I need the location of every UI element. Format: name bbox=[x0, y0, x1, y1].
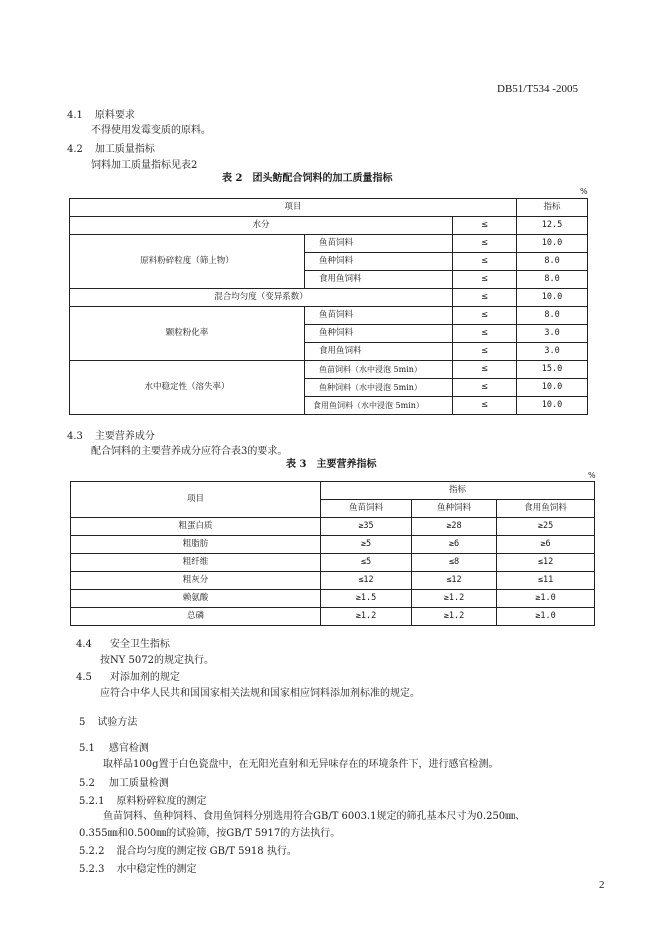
section-5-2-3-heading bbox=[79, 865, 196, 875]
table-row bbox=[71, 482, 595, 500]
table-row bbox=[71, 554, 595, 572]
row-label: 原料粉碎粒度（筛上物） bbox=[70, 235, 305, 289]
le-sign: ≤ bbox=[453, 343, 517, 361]
section-4-5-body: 应符合中华人民共和国国家相关法规和国家相应饲料添加剂标准的规定。 bbox=[100, 688, 420, 699]
cell-value: ≥1.0 bbox=[497, 590, 595, 608]
cell-value: ≤12 bbox=[497, 554, 595, 572]
section-5-2-1-heading bbox=[79, 797, 206, 807]
section-5-heading bbox=[79, 718, 137, 728]
le-sign: ≤ bbox=[453, 271, 517, 289]
le-sign: ≤ bbox=[453, 397, 517, 415]
cell-value: ≥5 bbox=[321, 536, 412, 554]
row-label: 水中稳定性（溶失率） bbox=[70, 361, 305, 415]
section-title: 感官检测 bbox=[108, 743, 149, 754]
cell-value: ≥6 bbox=[497, 536, 595, 554]
le-sign: ≤ bbox=[453, 289, 517, 307]
column-header: 食用鱼饲料 bbox=[497, 500, 595, 518]
section-title: 试验方法 bbox=[97, 717, 138, 728]
section-4-4-heading bbox=[76, 640, 170, 650]
row-value: 3.0 bbox=[517, 343, 588, 361]
column-header: 鱼苗饲料 bbox=[321, 500, 412, 518]
cell-value: ≥1.0 bbox=[497, 608, 595, 626]
section-5-1-heading bbox=[79, 744, 149, 754]
table-3-caption: 表 3 主要营养指标 bbox=[286, 459, 377, 470]
row-label: 粗纤维 bbox=[71, 554, 321, 572]
row-label: 粗蛋白质 bbox=[71, 518, 321, 536]
le-sign: ≤ bbox=[453, 253, 517, 271]
le-sign: ≤ bbox=[453, 361, 517, 379]
table-row bbox=[70, 289, 588, 307]
section-number: 5 bbox=[79, 717, 86, 728]
cell-value: ≤11 bbox=[497, 572, 595, 590]
table-3 bbox=[70, 481, 595, 626]
cell-value: ≥6 bbox=[412, 536, 497, 554]
section-5-2-1-body-line-1: 鱼苗饲料、鱼种饲料、食用鱼饲料分别选用符合GB/T 6003.1规定的筛孔基本尺寸为0.250㎜、 bbox=[103, 811, 526, 822]
table-2 bbox=[69, 198, 588, 415]
row-label: 混合均匀度（变异系数） bbox=[70, 289, 453, 307]
row-label: 粗脂肪 bbox=[71, 536, 321, 554]
section-5-2-heading bbox=[79, 779, 169, 789]
section-4-1-heading bbox=[67, 111, 135, 121]
section-number: 5.2.2 bbox=[79, 846, 105, 857]
page-number: 2 bbox=[599, 879, 605, 891]
cell-value: ≥1.2 bbox=[412, 608, 497, 626]
section-number: 5.2 bbox=[79, 778, 95, 789]
section-4-3-heading bbox=[67, 432, 155, 442]
le-sign: ≤ bbox=[453, 235, 517, 253]
section-title: 对添加剂的规定 bbox=[109, 672, 180, 683]
section-4-4-body: 按NY 5072的规定执行。 bbox=[100, 655, 214, 666]
table-row bbox=[71, 590, 595, 608]
section-title: 水中稳定性的测定 bbox=[116, 864, 197, 875]
table-2-caption: 表 2 团头鲂配合饲料的加工质量指标 bbox=[222, 173, 393, 184]
table-row bbox=[70, 199, 588, 217]
cell-value: ≥1.5 bbox=[321, 590, 412, 608]
sub-label: 鱼苗饲料 bbox=[305, 307, 453, 325]
row-value: 15.0 bbox=[517, 361, 588, 379]
section-title: 安全卫生指标 bbox=[109, 639, 170, 650]
le-sign: ≤ bbox=[453, 217, 517, 235]
table-row bbox=[71, 572, 595, 590]
row-value: 10.0 bbox=[517, 379, 588, 397]
section-5-1-body: 取样品100g置于白色瓷盘中，在无阳光直射和无异味存在的环境条件下，进行感官检测。 bbox=[103, 759, 499, 770]
cell-value: ≤5 bbox=[321, 554, 412, 572]
cell-value: ≥1.2 bbox=[321, 608, 412, 626]
section-number: 4.4 bbox=[76, 639, 92, 650]
section-number: 4.1 bbox=[67, 110, 83, 121]
cell-value: ≤8 bbox=[412, 554, 497, 572]
table-2-head-item: 项目 bbox=[70, 199, 517, 217]
row-value: 10.0 bbox=[517, 397, 588, 415]
table-row bbox=[71, 536, 595, 554]
row-label: 颗粒粉化率 bbox=[70, 307, 305, 361]
le-sign: ≤ bbox=[453, 379, 517, 397]
section-5-2-2-heading bbox=[79, 847, 297, 857]
section-number: 4.2 bbox=[67, 144, 83, 155]
cell-value: ≥1.2 bbox=[412, 590, 497, 608]
section-title: 原料要求 bbox=[94, 110, 135, 121]
table-row bbox=[70, 361, 588, 379]
row-value: 12.5 bbox=[517, 217, 588, 235]
sub-label: 鱼苗饲料（水中浸泡 5min） bbox=[305, 361, 453, 379]
table-3-head-group: 指标 bbox=[321, 482, 595, 500]
section-number: 5.2.3 bbox=[79, 864, 105, 875]
document-id: DB51/T534 -2005 bbox=[497, 83, 578, 95]
sub-label: 鱼种饲料 bbox=[305, 325, 453, 343]
table-row bbox=[71, 518, 595, 536]
section-title: 加工质量指标 bbox=[94, 144, 155, 155]
section-title: 原料粉碎粒度的测定 bbox=[116, 796, 207, 807]
row-value: 10.0 bbox=[517, 235, 588, 253]
sub-label: 鱼种饲料 bbox=[305, 253, 453, 271]
table-3-head-item: 项目 bbox=[71, 482, 321, 518]
sub-label: 食用鱼饲料（水中浸泡 5min） bbox=[305, 397, 453, 415]
row-label: 总磷 bbox=[71, 608, 321, 626]
section-number: 4.3 bbox=[67, 431, 83, 442]
section-number: 4.5 bbox=[76, 672, 92, 683]
le-sign: ≤ bbox=[453, 307, 517, 325]
table-2-head-value: 指标 bbox=[517, 199, 588, 217]
row-value: 8.0 bbox=[517, 253, 588, 271]
table-row bbox=[70, 217, 588, 235]
cell-value: ≤12 bbox=[321, 572, 412, 590]
le-sign: ≤ bbox=[453, 325, 517, 343]
sub-label: 食用鱼饲料 bbox=[305, 343, 453, 361]
sub-label: 鱼苗饲料 bbox=[305, 235, 453, 253]
section-4-3-body: 配合饲料的主要营养成分应符合表3的要求。 bbox=[91, 446, 288, 457]
row-label: 粗灰分 bbox=[71, 572, 321, 590]
row-value: 3.0 bbox=[517, 325, 588, 343]
row-value: 10.0 bbox=[517, 289, 588, 307]
column-header: 鱼种饲料 bbox=[412, 500, 497, 518]
row-value: 8.0 bbox=[517, 271, 588, 289]
section-title: 混合均匀度的测定按 GB/T 5918 执行。 bbox=[116, 846, 297, 857]
cell-value: ≥28 bbox=[412, 518, 497, 536]
table-2-unit: % bbox=[580, 187, 588, 196]
sub-label: 食用鱼饲料 bbox=[305, 271, 453, 289]
section-title: 主要营养成分 bbox=[94, 431, 155, 442]
table-3-unit: % bbox=[588, 471, 596, 480]
section-4-1-body: 不得使用发霉变质的原料。 bbox=[91, 125, 211, 136]
cell-value: ≥25 bbox=[497, 518, 595, 536]
section-4-2-heading bbox=[67, 145, 155, 155]
section-5-2-1-body-line-2: 0.355㎜和0.500㎜的试验筛，按GB/T 5917的方法执行。 bbox=[79, 828, 341, 839]
section-4-5-heading bbox=[76, 673, 180, 683]
row-label: 水分 bbox=[70, 217, 453, 235]
table-row bbox=[71, 608, 595, 626]
table-row bbox=[70, 307, 588, 325]
sub-label: 鱼种饲料（水中浸泡 5min） bbox=[305, 379, 453, 397]
section-title: 加工质量检测 bbox=[108, 778, 169, 789]
cell-value: ≥35 bbox=[321, 518, 412, 536]
section-number: 5.1 bbox=[79, 743, 95, 754]
section-number: 5.2.1 bbox=[79, 796, 105, 807]
section-4-2-body: 饲料加工质量指标见表2 bbox=[91, 160, 198, 171]
cell-value: ≤12 bbox=[412, 572, 497, 590]
table-row bbox=[70, 235, 588, 253]
row-value: 8.0 bbox=[517, 307, 588, 325]
row-label: 赖氨酸 bbox=[71, 590, 321, 608]
